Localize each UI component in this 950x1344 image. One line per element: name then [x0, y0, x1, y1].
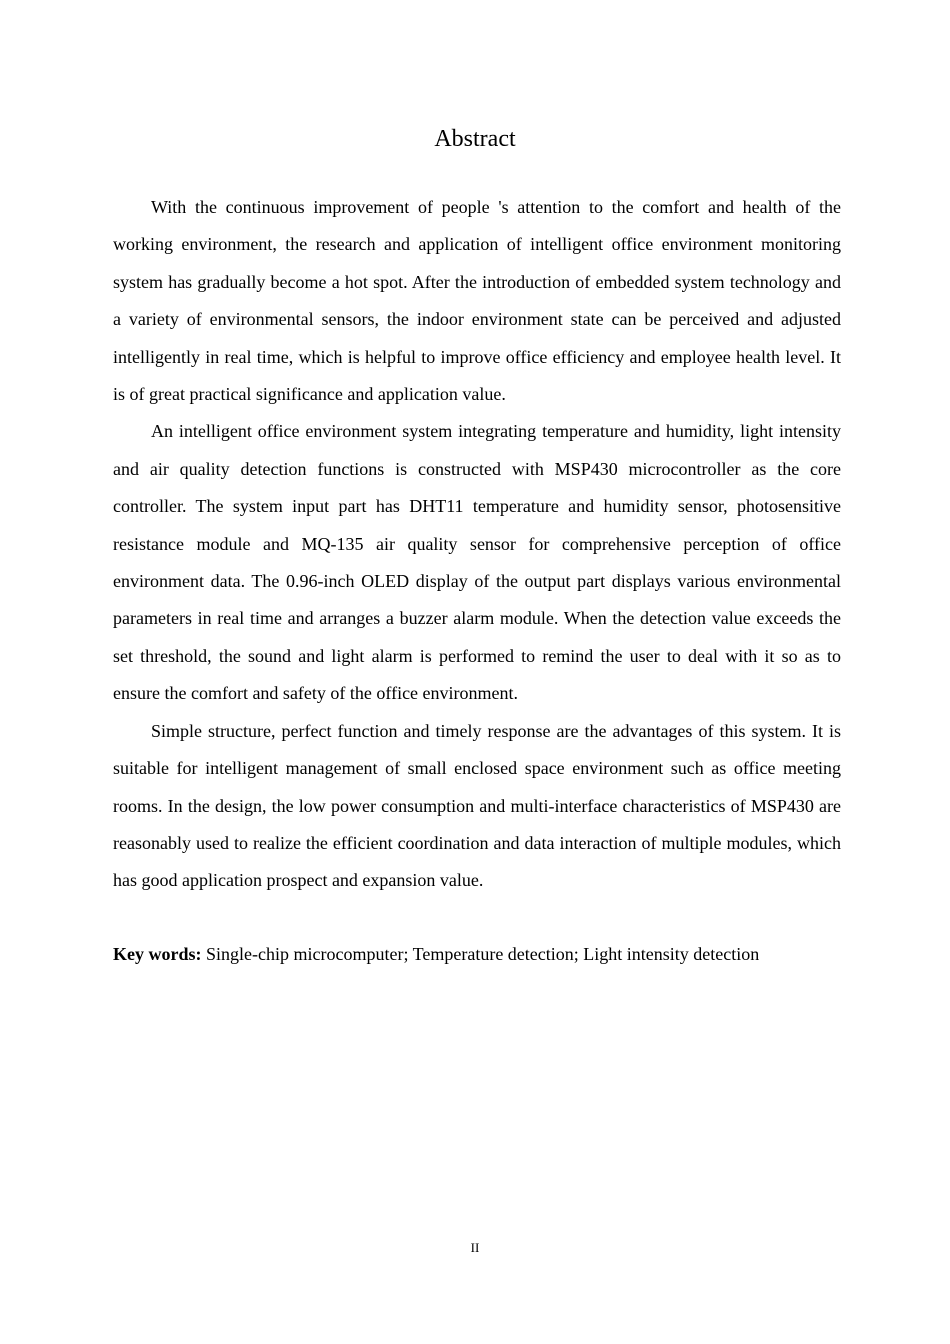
abstract-paragraph-3: Simple structure, perfect function and timely response are the advantages of this system. It is suitable for intelligent management of small enclosed space environment such as office meeting rooms. In the design, the low power consumption and multi-interface characteristics of MSP430 are reasonably used to realize the efficient coordination and data interaction of multiple modules, which has good application prospect and expansion value.	[113, 720, 841, 891]
abstract-paragraph-2: An intelligent office environment system integrating temperature and humidity, light intensity and air quality detection functions is constructed with MSP430 microcontroller as the core controller. The system input part has DHT11 temperature and humidity sensor, photosensitive resistance module and MQ-135 air quality sensor for comprehensive perception of office environment data. The 0.96-inch OLED display of the output part displays various environmental parameters in real time and arranges a buzzer alarm module. When the detection value exceeds the set threshold, the sound and light alarm is performed to remind the user to deal with it so as to ensure the comfort and safety of the office environment.	[113, 421, 841, 704]
keywords-line	[113, 936, 841, 972]
abstract-paragraph-1: With the continuous improvement of people 's attention to the comfort and health of the working environment, the research and application of intelligent office environment monitoring system has gradually become a hot spot. After the introduction of embedded system technology and a variety of environmental sensors, the indoor environment state can be perceived and adjusted intelligently in real time, which is helpful to improve office efficiency and employee health level. It is of great practical significance and application value.	[113, 197, 841, 405]
abstract-body	[113, 189, 841, 900]
page-number: II	[470, 1240, 480, 1255]
keywords-label: Key words:	[113, 944, 202, 964]
page-title: Abstract	[434, 126, 516, 152]
keywords-text: Single-chip microcomputer; Temperature detection; Light intensity detection	[201, 944, 760, 964]
